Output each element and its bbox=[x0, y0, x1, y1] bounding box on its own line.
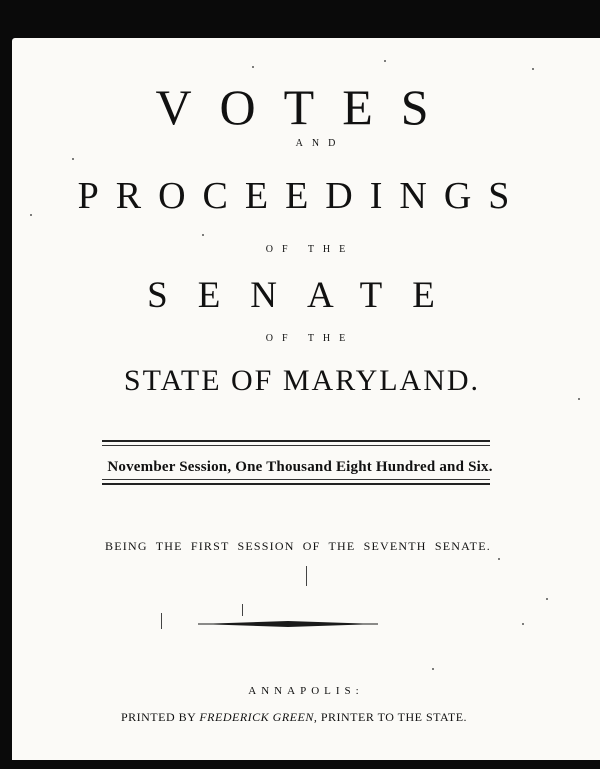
title-of-the-1: OF THE bbox=[265, 244, 355, 255]
scan-mark bbox=[242, 604, 243, 616]
scan-speck bbox=[432, 668, 434, 670]
title-of-the-2: OF THE bbox=[265, 333, 355, 344]
title-proceedings: PROCEEDINGS bbox=[77, 175, 527, 217]
scan-mark bbox=[306, 566, 307, 586]
bottom-rule-thin bbox=[102, 479, 490, 480]
scan-speck bbox=[546, 598, 548, 600]
imprint-printer: FREDERICK GREEN, bbox=[199, 710, 318, 724]
scan-speck bbox=[30, 214, 32, 216]
top-rule-thick bbox=[102, 440, 490, 442]
subtitle-line: BEING THE FIRST SESSION OF THE SEVENTH SENATE. bbox=[105, 539, 491, 553]
session-line: November Session, One Thousand Eight Hundred and Six. bbox=[107, 459, 493, 475]
title-votes: VOTES bbox=[155, 79, 457, 135]
scan-speck bbox=[384, 60, 386, 62]
imprint-place: ANNAPOLIS: bbox=[248, 685, 364, 697]
scan-speck bbox=[202, 234, 204, 236]
scan-speck bbox=[72, 158, 74, 160]
scan-mark bbox=[161, 613, 162, 629]
ornamental-rule bbox=[198, 618, 378, 630]
title-senate: SENATE bbox=[147, 275, 465, 316]
scan-speck bbox=[498, 558, 500, 560]
imprint-suffix: PRINTER TO THE STATE. bbox=[317, 710, 468, 724]
title-and: AND bbox=[295, 138, 345, 149]
imprint-prefix: PRINTED BY bbox=[120, 710, 200, 724]
scan-speck bbox=[532, 68, 534, 70]
title-page bbox=[12, 38, 600, 760]
title-state-of-maryland: STATE OF MARYLAND. bbox=[123, 364, 481, 397]
scan-speck bbox=[578, 398, 580, 400]
scan-speck bbox=[522, 623, 524, 625]
bottom-rule-thick bbox=[102, 483, 490, 485]
scan-speck bbox=[252, 66, 254, 68]
top-rule-thin bbox=[102, 445, 490, 446]
imprint-line bbox=[12, 710, 588, 725]
